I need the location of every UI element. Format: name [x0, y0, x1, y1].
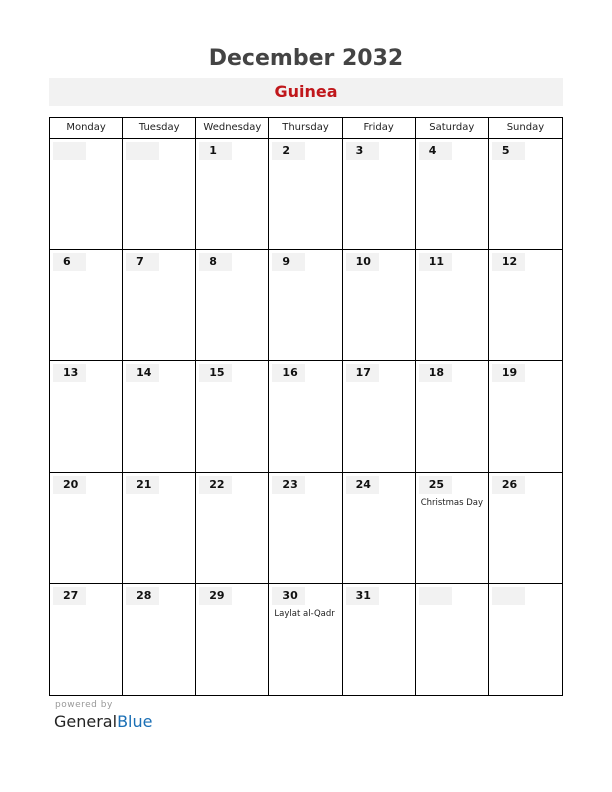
day-number: 9: [272, 253, 305, 271]
day-number: 31: [346, 587, 379, 605]
day-cell: [489, 139, 562, 250]
day-cell: [416, 139, 489, 250]
brand-logo: [54, 712, 152, 731]
brand-blue: Blue: [117, 712, 153, 731]
day-cell: [196, 139, 269, 250]
day-cell: [343, 361, 416, 472]
day-number: 25: [419, 476, 452, 494]
day-number: 5: [492, 142, 525, 160]
day-number: 26: [492, 476, 525, 494]
day-number: [126, 142, 159, 160]
day-number: 29: [199, 587, 232, 605]
day-number: 18: [419, 364, 452, 382]
day-cell: [196, 584, 269, 695]
day-cell: [343, 139, 416, 250]
weekday-header-tuesday: Tuesday: [123, 118, 196, 139]
day-cell: [50, 250, 123, 361]
day-number: 8: [199, 253, 232, 271]
day-number: 24: [346, 476, 379, 494]
day-cell: [123, 250, 196, 361]
day-cell: [343, 584, 416, 695]
powered-by-label: powered by: [55, 700, 113, 710]
day-cell: [489, 473, 562, 584]
day-cell: [416, 361, 489, 472]
day-number: 21: [126, 476, 159, 494]
day-cell: [269, 250, 342, 361]
day-cell: [269, 139, 342, 250]
day-cell: [489, 250, 562, 361]
day-number: 14: [126, 364, 159, 382]
weekday-header-wednesday: Wednesday: [196, 118, 269, 139]
day-number: 19: [492, 364, 525, 382]
day-cell: [123, 361, 196, 472]
day-number: [419, 587, 452, 605]
day-number: [492, 587, 525, 605]
day-number: 27: [53, 587, 86, 605]
day-number: 11: [419, 253, 452, 271]
day-number: [53, 142, 86, 160]
day-number: 2: [272, 142, 305, 160]
empty-day-cell: [489, 584, 562, 695]
empty-day-cell: [123, 139, 196, 250]
empty-day-cell: [50, 139, 123, 250]
day-cell: [50, 361, 123, 472]
weekday-header-friday: Friday: [343, 118, 416, 139]
day-number: 4: [419, 142, 452, 160]
holiday-label: Laylat al-Qadr: [274, 608, 335, 619]
brand-general: General: [54, 712, 118, 731]
day-cell: [269, 361, 342, 472]
day-cell: [123, 584, 196, 695]
day-number: 1: [199, 142, 232, 160]
weekday-header-saturday: Saturday: [416, 118, 489, 139]
day-cell: [269, 584, 342, 695]
holiday-label: Christmas Day: [420, 497, 484, 508]
day-number: 6: [53, 253, 86, 271]
day-cell: [196, 361, 269, 472]
day-cell: [489, 361, 562, 472]
calendar-grid: [49, 117, 563, 696]
day-number: 17: [346, 364, 379, 382]
day-cell: [416, 250, 489, 361]
day-number: 30: [272, 587, 305, 605]
day-number: 23: [272, 476, 305, 494]
weekday-header-thursday: Thursday: [269, 118, 342, 139]
day-number: 12: [492, 253, 525, 271]
day-cell: [123, 473, 196, 584]
day-cell: [416, 473, 489, 584]
weekday-header-sunday: Sunday: [489, 118, 562, 139]
day-number: 3: [346, 142, 379, 160]
day-number: 28: [126, 587, 159, 605]
day-cell: [50, 473, 123, 584]
day-cell: [50, 584, 123, 695]
day-number: 16: [272, 364, 305, 382]
country-name: Guinea: [274, 82, 338, 101]
day-number: 7: [126, 253, 159, 271]
day-number: 22: [199, 476, 232, 494]
country-banner: [49, 78, 563, 106]
day-cell: [196, 250, 269, 361]
empty-day-cell: [416, 584, 489, 695]
day-cell: [343, 473, 416, 584]
day-number: 10: [346, 253, 379, 271]
day-cell: [343, 250, 416, 361]
weekday-header-monday: Monday: [50, 118, 123, 139]
day-number: 13: [53, 364, 86, 382]
day-number: 15: [199, 364, 232, 382]
day-number: 20: [53, 476, 86, 494]
day-cell: [196, 473, 269, 584]
day-cell: [269, 473, 342, 584]
page-title: December 2032: [208, 46, 404, 71]
